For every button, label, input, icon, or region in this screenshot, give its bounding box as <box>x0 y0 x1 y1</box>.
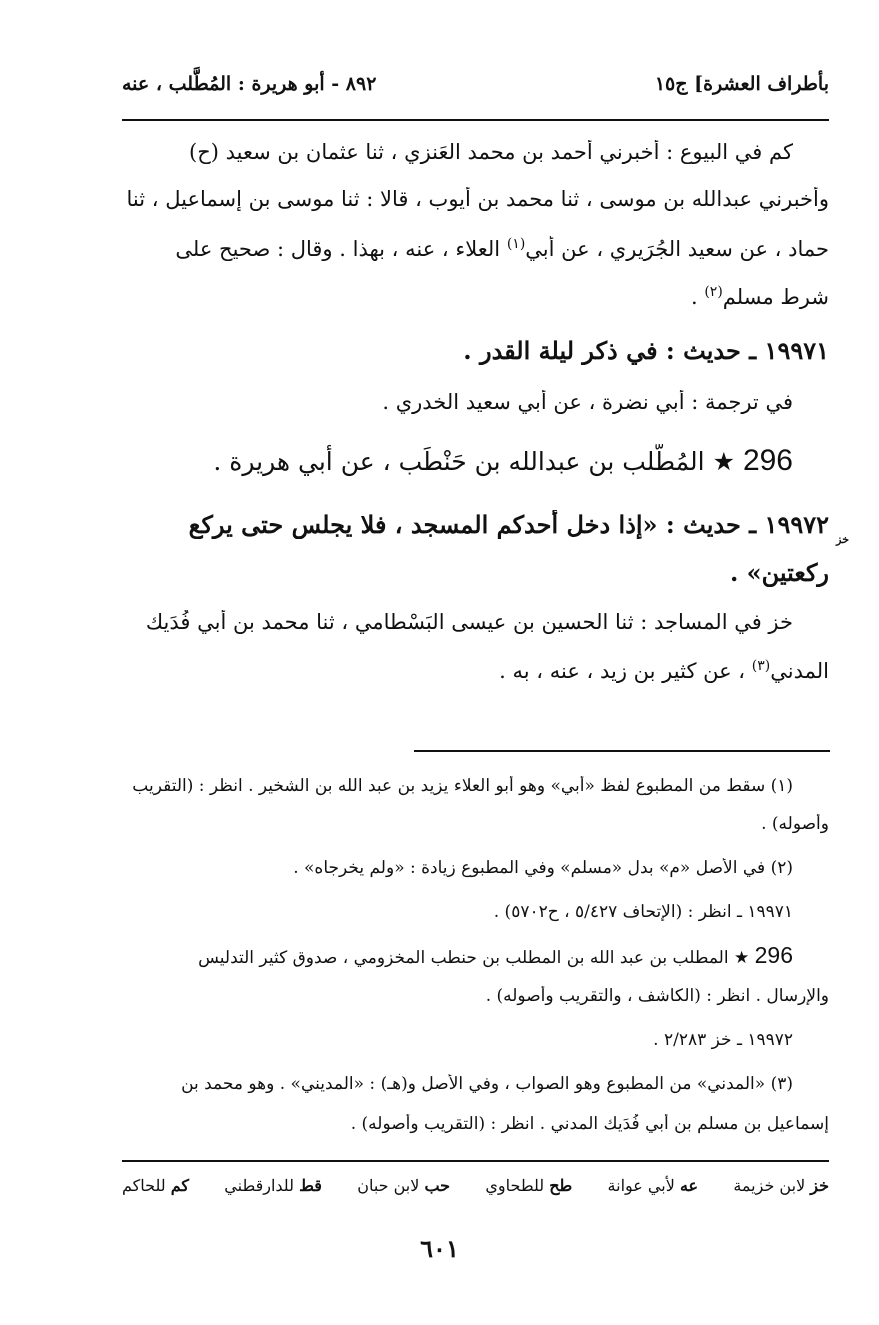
header-book-title: بأطراف العشرة] ج١٥ <box>654 73 829 95</box>
footnote-line: ١٩٩٧١ ـ انظر : (الإتحاف ٥/٤٢٧ ، ح٥٧٠٢) . <box>493 902 793 922</box>
hadith-heading-text: ١٩٩٧٢ ـ حديث : «إذا دخل أحدكم المسجد ، فلا يجلس حتى يركع <box>188 510 829 539</box>
footnote-line: ١٩٩٧٢ ـ خز ٢/٢٨٣ . <box>653 1030 793 1050</box>
abbreviation-item: حب لابن حبان <box>357 1176 451 1195</box>
text-segment: . <box>690 285 698 309</box>
text-line <box>122 658 829 683</box>
footnote-ref: (٣) <box>751 658 771 674</box>
text-line: خز في المساجد : ثنا الحسين بن عيسى البَسْطامي ، ثنا محمد بن أبي فُدَيك <box>145 610 793 634</box>
star-icon: ★ <box>712 447 735 476</box>
text-line <box>122 284 829 309</box>
text-line: في ترجمة : أبي نضرة ، عن أبي سعيد الخدري . <box>382 390 793 414</box>
star-icon: ★ <box>733 948 750 968</box>
footnote-ref: (١) <box>506 236 526 252</box>
footnote-line <box>122 942 829 969</box>
hadith-heading: ١٩٩٧١ ـ حديث : في ذكر ليلة القدر . <box>463 336 829 365</box>
text-segment: المدني <box>770 659 829 683</box>
narrator-name: المُطَّلب بن عبدالله بن حَنْطَب ، عن أبي هريرة . <box>213 447 705 476</box>
footnote-text: المطلب بن عبد الله بن المطلب بن حنطب المخزومي ، صدوق كثير التدليس <box>198 948 729 968</box>
text-line: وأخبرني عبدالله بن موسى ، ثنا محمد بن أيوب ، قالا : ثنا موسى بن إسماعيل ، ثنا <box>126 187 829 211</box>
narrator-number: 296 <box>754 942 793 968</box>
text-segment: ، عن كثير بن زيد ، عنه ، به . <box>499 659 746 683</box>
footnote-ref: (٢) <box>704 284 723 300</box>
text-segment: العلاء ، عنه ، بهذا . وقال : صحيح على <box>175 237 501 261</box>
abbreviation-item: خز لابن خزيمة <box>733 1176 829 1195</box>
header-section-title: ٨٩٢ - أبو هريرة : المُطَّلب ، عنه <box>122 73 377 95</box>
narrator-number: 296 <box>742 444 793 477</box>
footnote-line: (٢) في الأصل «م» بدل «مسلم» وفي المطبوع زيادة : «ولم يخرجاه» . <box>293 858 793 878</box>
abbreviation-item: طح للطحاوي <box>485 1176 573 1195</box>
abbreviations-key <box>122 1176 829 1195</box>
abbreviation-item: قط للدارقطني <box>224 1176 322 1195</box>
hadith-heading: ركعتين» . <box>729 558 829 587</box>
hadith-heading <box>122 510 829 539</box>
text-segment: شرط مسلم <box>722 285 829 309</box>
text-line <box>122 236 829 261</box>
footnote-line: (١) سقط من المطبوع لفظ «أبي» وهو أبو العلاء يزيد بن عبد الله بن الشخير . انظر : (التقريب <box>132 776 793 796</box>
footnote-line: والإرسال . انظر : (الكاشف ، والتقريب وأصوله) . <box>485 986 829 1006</box>
narrator-heading <box>122 444 829 478</box>
running-header <box>122 66 829 102</box>
abbreviation-item: كم للحاكم <box>122 1176 189 1195</box>
abbreviation-item: عه لأبي عوانة <box>607 1176 699 1195</box>
footnote-line: وأصوله) . <box>761 814 829 834</box>
text-line: كم في البيوع : أخبرني أحمد بن محمد العَنزي ، ثنا عثمان بن سعيد (ح) <box>189 140 793 164</box>
footnote-line: (٣) «المدني» من المطبوع وهو الصواب ، وفي الأصل و(هـ) : «المديني» . وهو محمد بن <box>181 1074 793 1094</box>
header-divider <box>122 119 829 121</box>
footnote-divider <box>414 750 830 752</box>
text-segment: حماد ، عن سعيد الجُرَيري ، عن أبي <box>525 237 829 261</box>
footnote-line: إسماعيل بن مسلم بن أبي فُدَيك المدني . انظر : (التقريب وأصوله) . <box>350 1114 829 1134</box>
abbreviations-divider <box>122 1160 829 1162</box>
page-number: ٦٠١ <box>420 1234 459 1263</box>
source-mark: خز <box>836 533 849 546</box>
